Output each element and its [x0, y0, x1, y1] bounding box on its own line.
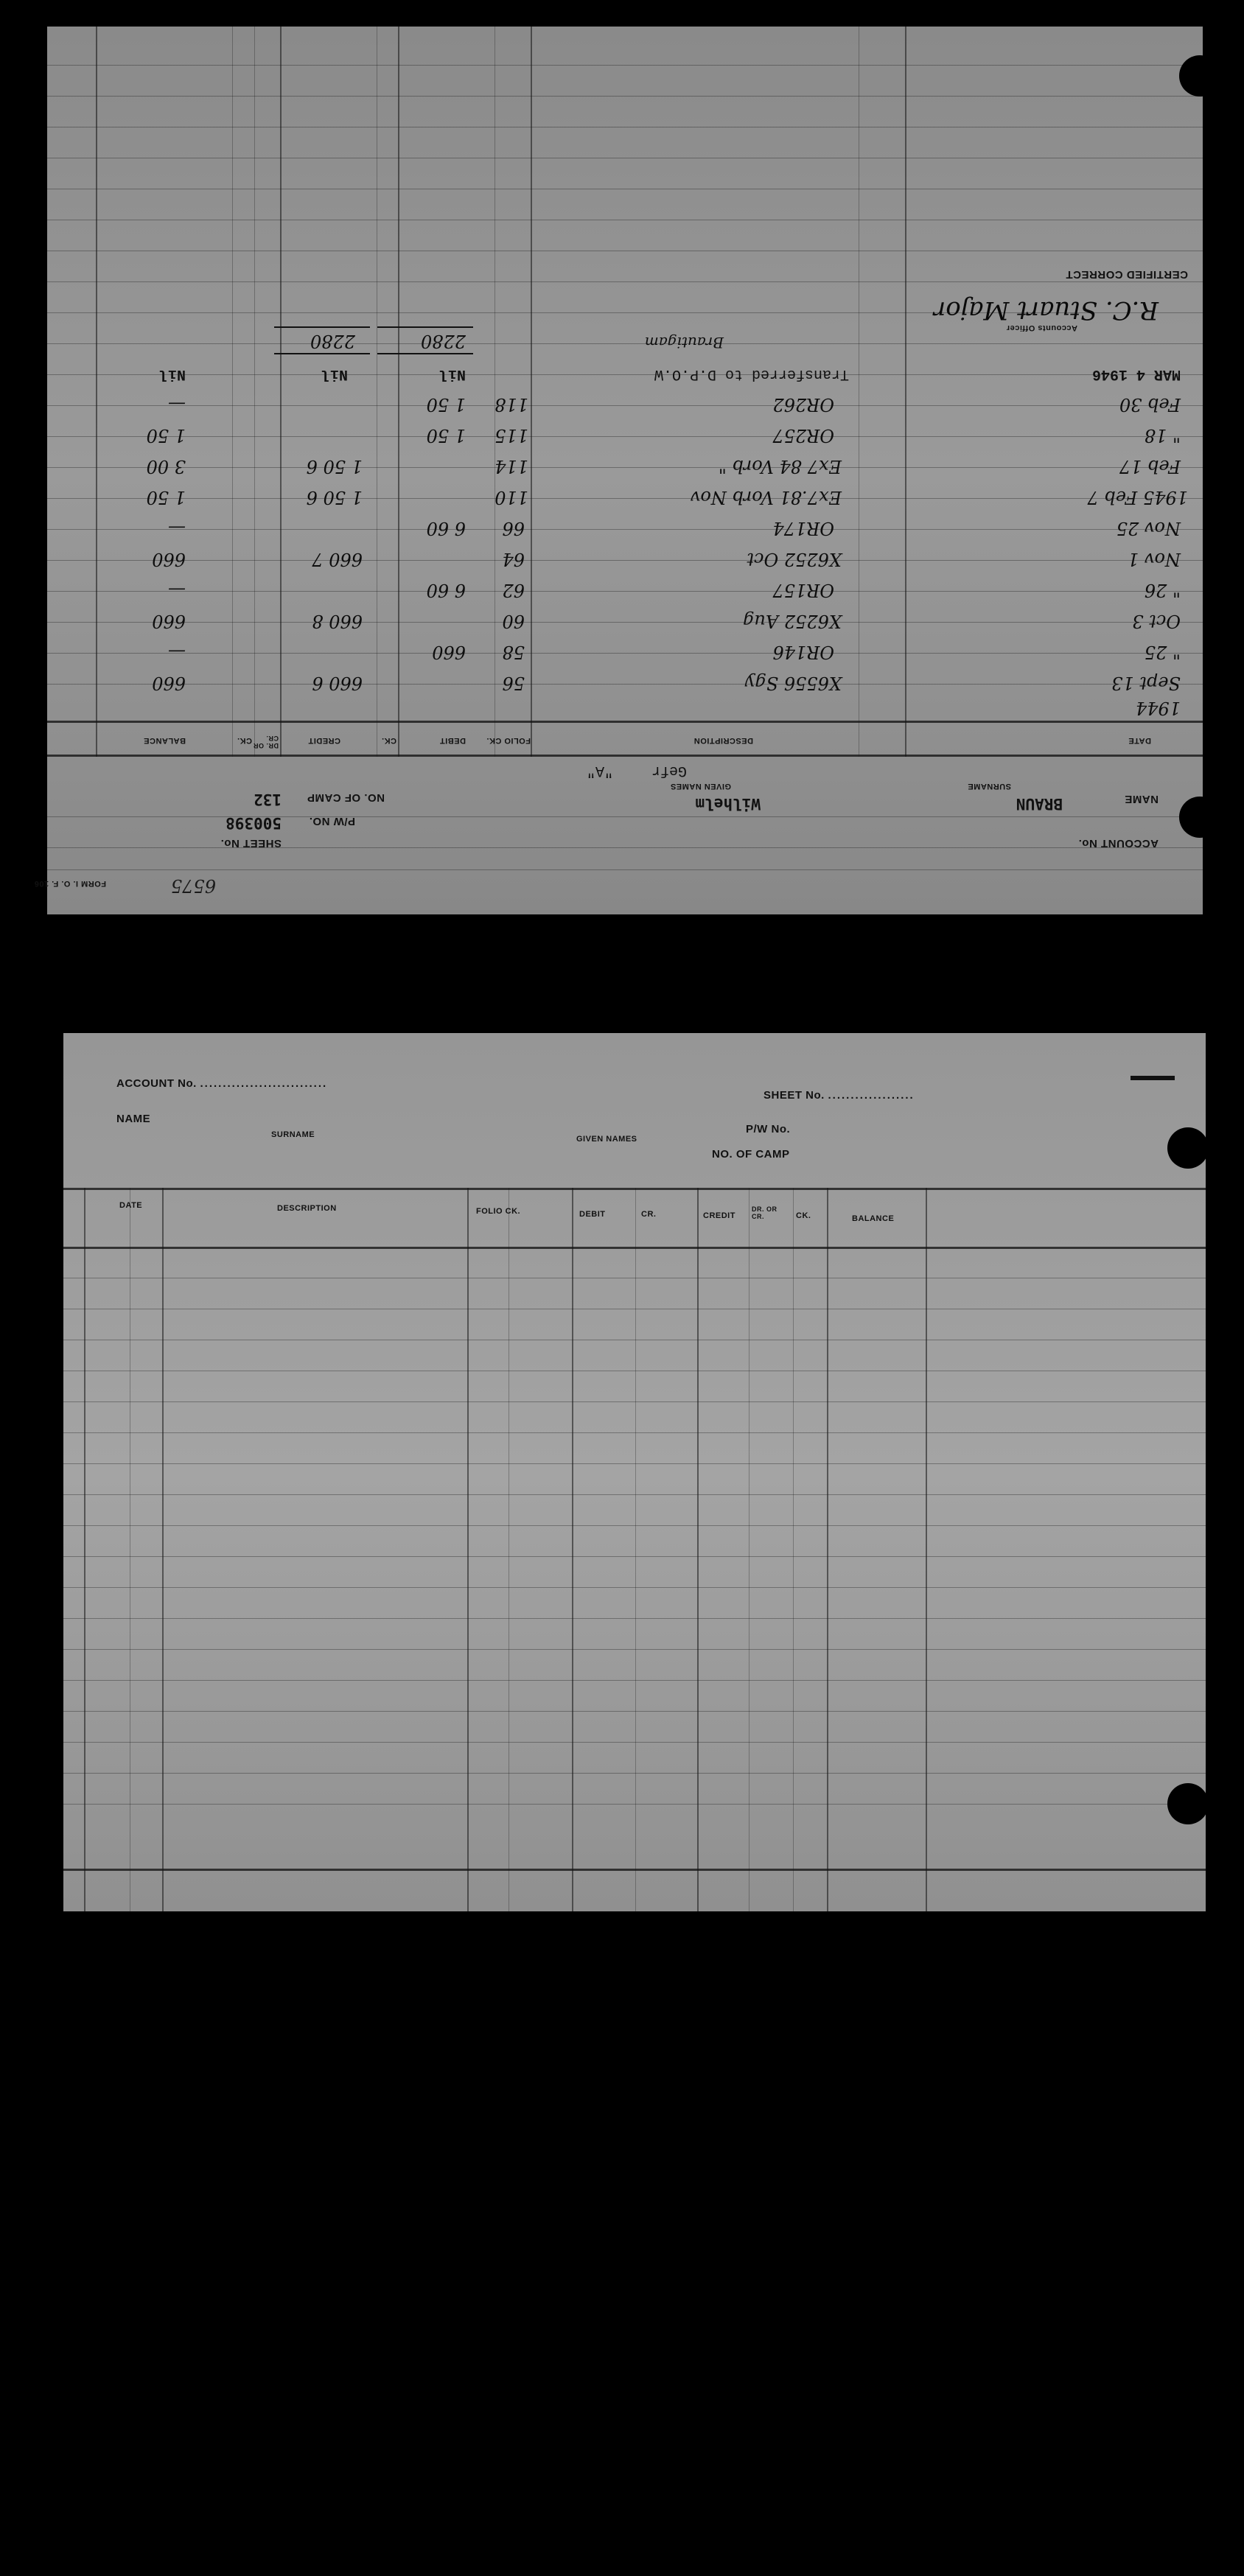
col-header-drcr: DR. OR CR. — [752, 1205, 778, 1220]
class-value: "A" — [586, 762, 613, 779]
folio-stamp: 6575 — [171, 875, 217, 896]
col-header-ck: CK. — [381, 736, 396, 745]
camp-label: NO. OF CAMP — [307, 791, 385, 804]
pw-label: P/W No. — [746, 1123, 791, 1135]
entry-credit: 660 7 — [312, 549, 363, 570]
entry-description: OR146 — [772, 642, 834, 662]
punch-hole — [1179, 797, 1220, 838]
col-header-ck: CK. — [796, 1211, 811, 1220]
pw-value: 500398 — [226, 814, 282, 832]
given-names-value: Wilhelm — [695, 795, 761, 813]
entry-folio: 114 — [495, 456, 528, 477]
entry-credit: 660 8 — [312, 611, 363, 631]
entry-balance: 1 50 — [146, 425, 186, 446]
entry-folio: 62 — [502, 580, 525, 601]
entry-date: MAR 4 1946 — [1091, 365, 1181, 382]
entry-description: Ex7.81 Vorb Nov — [690, 487, 842, 508]
col-header-balance: BALANCE — [852, 1214, 895, 1223]
entry-folio: 110 — [495, 487, 528, 508]
entry-date: " 25 — [1144, 642, 1181, 662]
col-header-date: DATE — [119, 1201, 143, 1210]
given-names-label: GIVEN NAMES — [576, 1135, 637, 1144]
entry-description: Transferred to D.P.O.W — [654, 365, 849, 382]
account-label: ACCOUNT No. — [1078, 837, 1159, 850]
entry-folio: 58 — [502, 642, 525, 662]
col-header-cr: CR. — [641, 1210, 657, 1219]
ink-mark — [1131, 1076, 1175, 1080]
punch-hole — [1167, 1127, 1209, 1169]
col-header-balance: BALANCE — [143, 736, 186, 745]
account-label: ACCOUNT No. ............................ — [116, 1077, 328, 1090]
rank-value: Gefr — [651, 762, 687, 779]
col-header-description: DESCRIPTION — [693, 736, 753, 745]
ledger-card-front-content — [34, 27, 1203, 914]
transfer-note: Brautigam — [644, 334, 724, 351]
col-header-drcr: DR. OR CR. — [253, 735, 279, 749]
entry-description: OR262 — [772, 394, 834, 415]
entry-balance: — — [168, 580, 186, 601]
camp-label: NO. OF CAMP — [712, 1148, 790, 1161]
entry-description: Ex7 84 Vorb " — [718, 456, 842, 477]
entry-balance: 3 00 — [146, 456, 186, 477]
entry-balance: 660 — [152, 611, 186, 631]
entry-description: X6252 Oct — [747, 549, 842, 570]
total-debit: 2280 — [420, 331, 466, 351]
entry-balance: 660 — [152, 549, 186, 570]
entry-description: OR257 — [772, 425, 834, 446]
camp-value: 132 — [254, 791, 282, 808]
name-label: NAME — [116, 1113, 151, 1125]
col-header-debit: DEBIT — [439, 736, 466, 745]
entry-credit: Nil — [321, 365, 348, 382]
entry-folio: 115 — [495, 425, 528, 446]
entry-balance: 1 50 — [146, 487, 186, 508]
entry-folio: 60 — [502, 611, 525, 631]
entry-description: X6556 Sgy — [744, 673, 842, 693]
surname-label: SURNAME — [271, 1130, 315, 1139]
entry-date: Oct 3 — [1132, 611, 1181, 631]
entry-description: OR157 — [772, 580, 834, 601]
entry-debit: 1 50 — [426, 425, 466, 446]
entry-date: Nov 1 — [1128, 549, 1181, 570]
entry-credit: 660 6 — [312, 673, 363, 693]
entry-description: OR174 — [772, 518, 834, 539]
officer-signature: R.C. Stuart Major — [933, 295, 1159, 325]
certified-correct: CERTIFIED CORRECT — [1066, 268, 1188, 281]
entry-date: " 18 — [1144, 425, 1181, 446]
ledger-card-front — [34, 27, 1203, 914]
col-header-folio: FOLIO CK. — [486, 736, 531, 745]
total-credit: 2280 — [310, 331, 355, 351]
col-header-credit: CREDIT — [308, 736, 340, 745]
accounts-officer: Accounts Officer — [1006, 323, 1077, 332]
entry-debit: 6 60 — [426, 580, 466, 601]
ledger-card-back — [63, 1033, 1206, 1911]
entry-folio: 66 — [502, 518, 525, 539]
entry-balance: — — [168, 642, 186, 662]
entry-balance: — — [168, 518, 186, 539]
form-number: FORM I. O. F. 106 — [34, 879, 106, 888]
surname-value: BRAUN — [1016, 795, 1063, 813]
entry-date: 1945 Feb 7 — [1087, 487, 1188, 508]
entry-folio: 64 — [502, 549, 525, 570]
entry-debit: 1 50 — [426, 394, 466, 415]
punch-hole — [1179, 55, 1220, 97]
pw-label: P/W NO. — [309, 815, 355, 827]
entry-date: " 26 — [1144, 580, 1181, 601]
entry-debit: Nil — [438, 365, 466, 382]
entry-date: Nov 25 — [1116, 518, 1181, 539]
entry-date: Feb 17 — [1119, 456, 1181, 477]
col-header-ck2: CK. — [237, 736, 252, 745]
entry-folio: 118 — [495, 394, 528, 415]
given-names-label: GIVEN NAMES — [670, 782, 731, 791]
col-header-folio: FOLIO CK. — [476, 1207, 521, 1216]
name-label: NAME — [1124, 793, 1159, 805]
entry-credit: 1 50 6 — [306, 487, 363, 508]
col-header-credit: CREDIT — [703, 1211, 735, 1220]
col-header-description: DESCRIPTION — [277, 1204, 337, 1213]
entry-date: 1944 — [1135, 698, 1181, 718]
col-header-date: DATE — [1128, 736, 1151, 745]
entry-credit: 1 50 6 — [306, 456, 363, 477]
col-header-debit: DEBIT — [579, 1210, 606, 1219]
sheet-label: SHEET No. ................... — [763, 1089, 915, 1102]
entry-debit: 6 60 — [426, 518, 466, 539]
entry-balance: — — [168, 394, 186, 415]
sheet-label: SHEET No. — [220, 837, 282, 850]
entry-debit: 660 — [432, 642, 466, 662]
surname-label: SURNAME — [967, 782, 1011, 791]
punch-hole — [1167, 1783, 1209, 1824]
entry-balance: Nil — [158, 365, 186, 382]
entry-folio: 56 — [502, 673, 525, 693]
entry-date: Feb 30 — [1119, 394, 1181, 415]
entry-balance: 660 — [152, 673, 186, 693]
entry-description: X6252 Aug — [743, 611, 842, 631]
entry-date: Sept 13 — [1111, 673, 1181, 693]
